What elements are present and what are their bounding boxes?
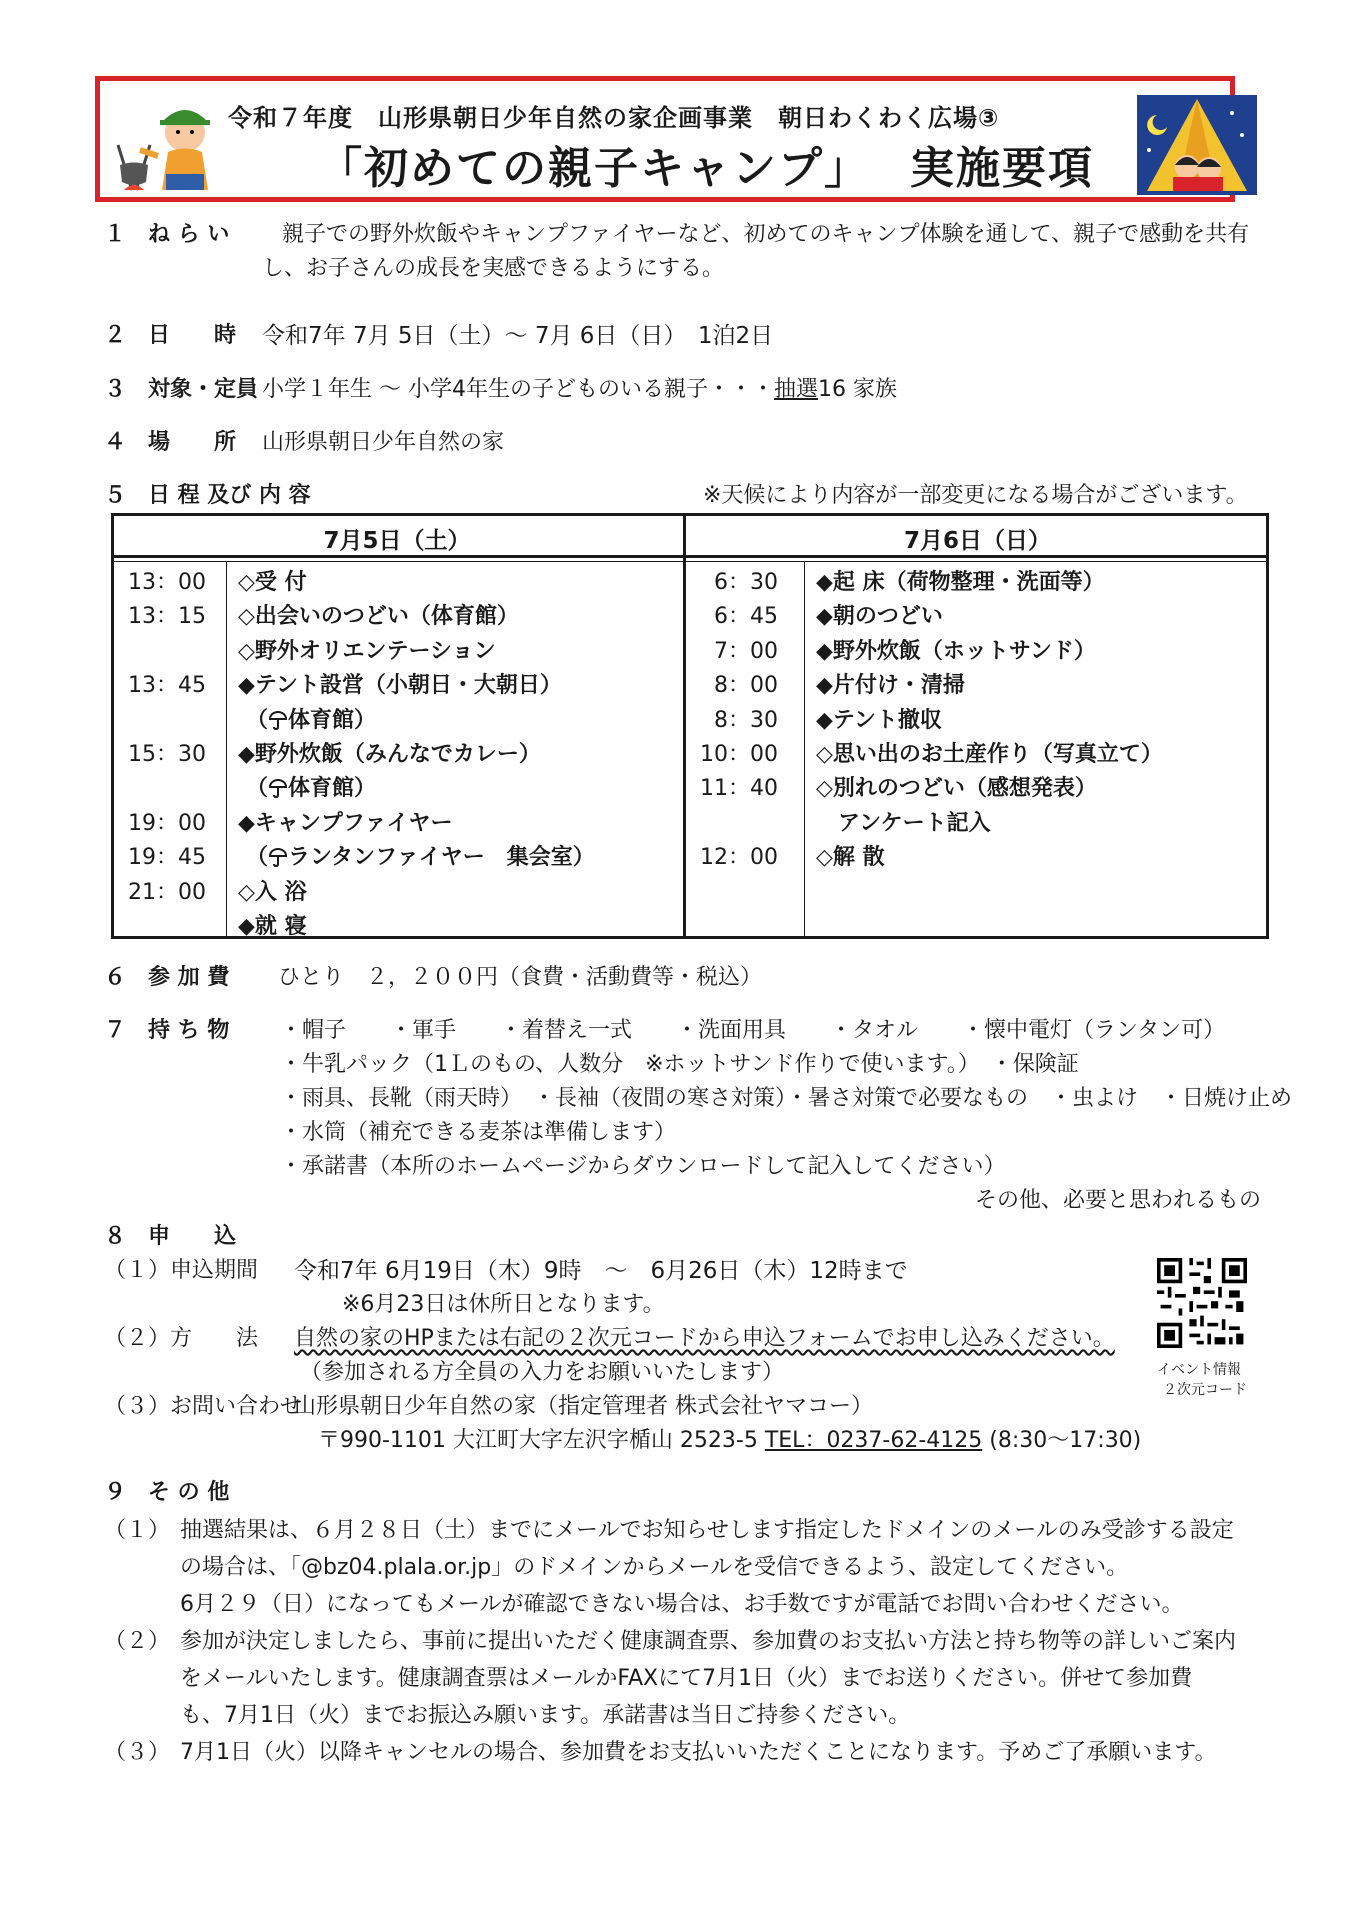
other-2-label: （２） xyxy=(104,1629,171,1654)
day2-row-activity: ◇思い出のお土産作り（写真立て） xyxy=(816,742,1163,767)
apply-address-line xyxy=(318,1428,1141,1454)
section-date-label: ２ 日 時 xyxy=(104,323,237,348)
section-aim-line1: 親子での野外炊飯やキャンプファイヤーなど、初めてのキャンプ体験を通して、親子で感動を共有 xyxy=(282,222,1250,247)
day1-row-time: 13：45 xyxy=(128,673,206,699)
apply-period-label: （１）申込期間 xyxy=(104,1258,259,1283)
day2-row-time: 12：00 xyxy=(700,845,778,871)
section-fee-label: ６ 参 加 費 xyxy=(104,965,230,990)
schedule-day1-col-line xyxy=(226,561,227,939)
day1-row-activity: ◆野外炊飯（みんなでカレー） xyxy=(238,742,541,767)
day2-row-activity: ◆テント撤収 xyxy=(816,707,942,733)
day1-row-activity-text: ランタンファイヤー 集会室） xyxy=(288,845,595,871)
section-target-text xyxy=(262,377,897,403)
section-target-label: ３ 対象・定員 xyxy=(104,377,259,402)
apply-method-label: （２）方 法 xyxy=(104,1326,259,1351)
day2-row-activity: ◆野外炊飯（ホットサンド） xyxy=(816,638,1096,664)
header-subtitle: 令和７年度 山形県朝日少年自然の家企画事業 朝日わくわく広場③ xyxy=(228,104,1000,132)
apply-contact-label: （３）お問い合わせ xyxy=(104,1394,303,1419)
other-1-label: （１） xyxy=(104,1518,171,1543)
day2-row-activity: ◇別れのつどい（感想発表） xyxy=(816,776,1097,802)
target-lottery: 抽選 xyxy=(774,377,819,402)
day2-row-time: 8：30 xyxy=(714,707,778,733)
items-line2: ・牛乳パック（1Ｌのもの、人数分 ※ホットサンド作りで使います。） ・保険証 xyxy=(280,1052,1079,1077)
section-aim-line2: し、お子さんの成長を実感できるようにする。 xyxy=(262,256,725,281)
day1-row-activity: ◇受 付 xyxy=(238,570,307,595)
items-line5: ・承諾書（本所のホームページからダウンロードして記入してください） xyxy=(280,1154,1006,1179)
target-text-b: 16 家族 xyxy=(818,377,898,402)
apply-period-note: ※6月23日は休所日となります。 xyxy=(342,1292,665,1317)
other-2-line2: をメールいたします。健康調査票はメールかFAXにて7月1日（火）までお送りください。併せて参加費 xyxy=(180,1666,1193,1691)
other-2-line3: も、7月1日（火）までお振込み願います。承諾書は当日ご持参ください。 xyxy=(180,1703,911,1728)
schedule-weather-note: ※天候により内容が一部変更になる場合がございます。 xyxy=(703,483,1248,508)
other-2-line1: 参加が決定しましたら、事前に提出いただく健康調査票、参加費のお支払い方法と持ち物等の詳しいご案内 xyxy=(180,1629,1237,1654)
page-title xyxy=(318,132,1094,196)
section-date-text: 令和7年 7月 5日（土）～ 7月 6日（日） 1泊2日 xyxy=(262,323,774,349)
items-line1: ・帽子 ・軍手 ・着替え一式 ・洗面用具 ・タオル ・懐中電灯（ランタン可） xyxy=(280,1018,1226,1043)
day1-row-activity-text: 体育館） xyxy=(288,776,377,802)
day2-row-time: 6：30 xyxy=(714,570,778,595)
day1-row-activity: ◆テント設営（小朝日・大朝日） xyxy=(238,673,562,699)
day2-row-activity: ◇解 散 xyxy=(816,845,885,871)
qr-caption-1: イベント情報 xyxy=(1157,1362,1241,1378)
day1-row-time: 19：45 xyxy=(128,845,206,871)
qr-caption-2: ２次元コード xyxy=(1163,1382,1247,1398)
day1-row-activity: ◆就 寝 xyxy=(238,914,307,939)
section-other-label: ９ そ の 他 xyxy=(104,1480,230,1505)
target-text-a: 小学１年生 ～ 小学4年生の子どものいる親子・・・ xyxy=(262,377,774,402)
day1-row-activity: （ ランタンファイヤー 集会室） xyxy=(246,845,595,871)
schedule-header-line2 xyxy=(111,561,1269,562)
day1-row-time: 15：30 xyxy=(128,742,206,767)
section-place-text: 山形県朝日少年自然の家 xyxy=(262,430,505,455)
title-main: 「初めての親子キャンプ」 xyxy=(318,143,870,194)
other-1-line2: の場合は、「@bz04.plala.or.jp」のドメインからメールを受信できるよう、設定してください。 xyxy=(180,1555,1129,1580)
qr-code-icon[interactable] xyxy=(1157,1258,1247,1348)
day2-row-activity: ◆起 床（荷物整理・洗面等） xyxy=(816,570,1105,595)
day1-row-activity: ◇入 浴 xyxy=(238,879,307,905)
day1-row-activity: ◇野外オリエンテーション xyxy=(238,638,496,664)
apply-contact-text: 山形県朝日少年自然の家（指定管理者 株式会社ヤマコー） xyxy=(294,1394,873,1419)
schedule-day2-col-line xyxy=(804,561,805,939)
section-place-label: ４ 場 所 xyxy=(104,430,237,455)
day2-row-time: 8：00 xyxy=(714,673,778,699)
apply-address: 〒990-1101 大江町大字左沢字楯山 2523-5 xyxy=(318,1428,758,1453)
day1-row-activity: ◇出会いのつどい（体育館） xyxy=(238,604,519,630)
other-1-line1: 抽選結果は、６月２８日（土）までにメールでお知らせします指定したドメインのメールのみ受診する設定 xyxy=(180,1518,1234,1543)
day2-row-time: 6：45 xyxy=(714,604,778,630)
umbrella-icon xyxy=(268,778,288,798)
umbrella-icon xyxy=(268,847,288,867)
tent-night-icon xyxy=(1137,95,1257,195)
schedule-day1-header: 7月5日（土） xyxy=(323,528,471,554)
apply-period-text: 令和7年 6月19日（木）9時 ～ 6月26日（木）12時まで xyxy=(294,1258,908,1284)
day2-row-time: 11：40 xyxy=(700,776,778,802)
umbrella-icon xyxy=(268,710,288,730)
camper-illustration-icon xyxy=(110,90,220,200)
day2-row-activity: ◆片付け・清掃 xyxy=(816,673,965,699)
apply-method-text: 自然の家のHPまたは右記の２次元コードから申込フォームでお申し込みください。 xyxy=(294,1326,1115,1351)
schedule-header-line xyxy=(111,555,1269,558)
apply-method-note: （参加される方全員の入力をお願いいたします） xyxy=(300,1360,785,1385)
apply-tel: TEL：0237-62-4125 xyxy=(764,1428,983,1453)
day2-row-time: 10：00 xyxy=(700,742,778,767)
day1-row-time: 21：00 xyxy=(128,879,206,905)
items-line6: その他、必要と思われるもの xyxy=(975,1188,1262,1213)
other-3-line1: 7月1日（火）以降キャンセルの場合、参加費をお支払いいただくことになります。予めご了承願います。 xyxy=(180,1740,1217,1765)
day1-row-time: 13：15 xyxy=(128,604,206,630)
day2-row-activity: ◆朝のつどい xyxy=(816,604,943,630)
section-apply-label: ８ 申 込 xyxy=(104,1224,237,1249)
section-schedule-label: ５ 日 程 及び 内 容 xyxy=(104,483,311,508)
day1-row-time: 19：00 xyxy=(128,810,206,836)
schedule-day2-header: 7月6日（日） xyxy=(903,528,1051,554)
other-1-line3: 6月２９（日）になってもメールが確認できない場合は、お手数ですが電話でお問い合わせください。 xyxy=(180,1592,1184,1617)
apply-hours: (8:30～17:30) xyxy=(989,1428,1142,1453)
section-fee-text: ひとり ２，２００円（食費・活動費等・税込） xyxy=(278,965,763,990)
items-line3: ・雨具、長靴（雨天時） ・長袖（夜間の寒さ対策）・暑さ対策で必要なもの ・虫よけ ・日焼け止め xyxy=(280,1086,1293,1111)
title-suffix: 実施要項 xyxy=(910,143,1094,194)
day1-row-activity: （ 体育館） xyxy=(246,776,377,802)
day2-row-time: 7：00 xyxy=(714,638,778,664)
day1-row-activity: （ 体育館） xyxy=(246,707,377,733)
other-3-label: （３） xyxy=(104,1740,171,1765)
day1-row-time: 13：00 xyxy=(128,570,206,595)
day2-row-activity: アンケート記入 xyxy=(816,810,991,836)
items-line4: ・水筒（補充できる麦茶は準備します） xyxy=(280,1120,677,1145)
section-aim-label: １ ね ら い xyxy=(104,222,230,247)
section-items-label: ７ 持 ち 物 xyxy=(104,1018,230,1043)
day1-row-activity-text: 体育館） xyxy=(288,707,377,733)
day1-row-activity: ◆キャンプファイヤー xyxy=(238,810,453,836)
